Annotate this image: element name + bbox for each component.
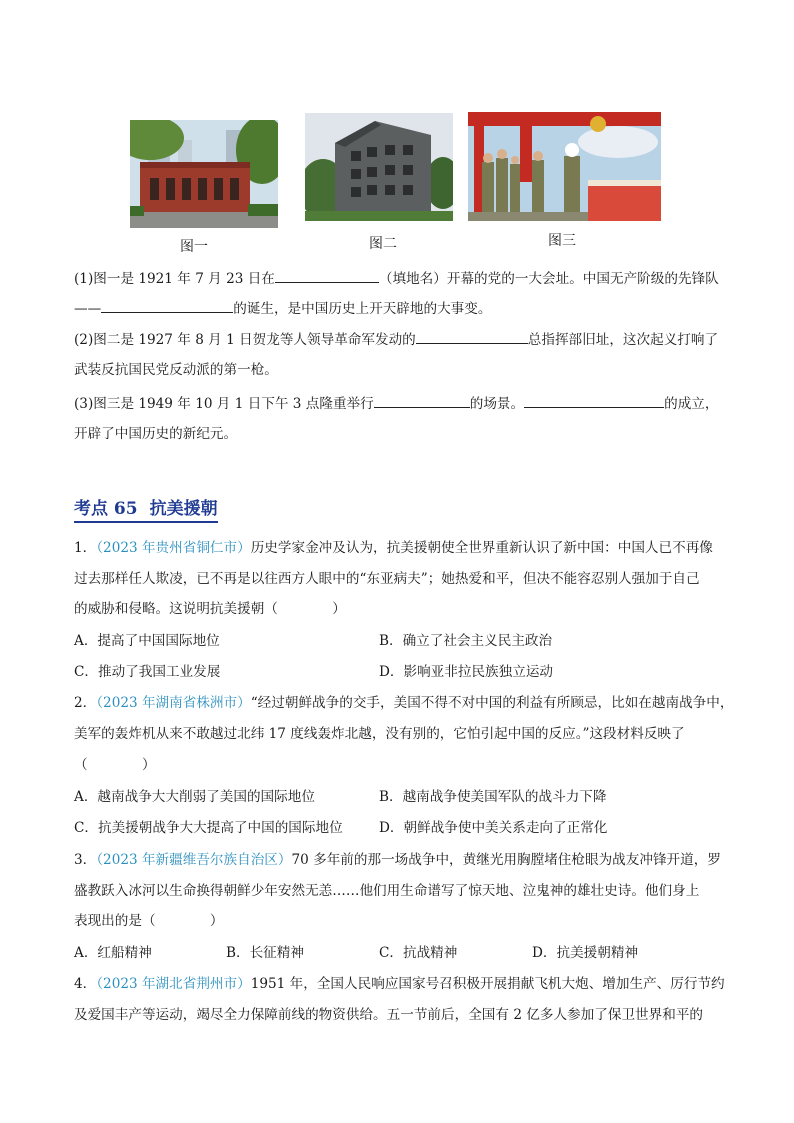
q1-option-b[interactable]: B．确立了社会主义民主政治 xyxy=(379,633,553,649)
blank-q1-place[interactable] xyxy=(275,268,379,283)
q1-option-c[interactable]: C．推动了我国工业发展 xyxy=(74,664,221,680)
intro-q3-line2: 开辟了中国历史的新纪元。 xyxy=(74,426,238,442)
q1-option-d[interactable]: D．影响亚非拉民族独立运动 xyxy=(379,664,554,680)
figure-3-caption: 图三 xyxy=(548,233,576,249)
q3-option-b[interactable]: B．长征精神 xyxy=(226,945,304,961)
section-heading xyxy=(74,498,218,523)
intro-q2-line2: 武装反抗国民党反动派的第一枪。 xyxy=(74,362,278,378)
q1-source: （2023 年贵州省铜仁市） xyxy=(96,540,251,556)
blank-q2-uprising[interactable] xyxy=(416,329,528,344)
q2-option-c[interactable]: C．抗美援朝战争大大提高了中国的国际地位 xyxy=(74,820,343,836)
q2-option-d[interactable]: D．朝鲜战争使中美关系走向了正常化 xyxy=(379,820,608,836)
q2-line2: 美军的轰炸机从来不敢越过北纬 17 度线轰炸北越，没有别的，它怕引起中国的反应。”这段材料反映了 xyxy=(74,726,685,742)
q3-line2: 盛教跃入冰河以生命换得朝鲜少年安然无恙……他们用生命谱写了惊天地、泣鬼神的雄壮史诗。他们身上 xyxy=(74,883,700,899)
q4-line2: 及爱国丰产等运动，竭尽全力保障前线的物资供给。五一节前后，全国有 2 亿多人参加了保卫世界和平的 xyxy=(74,1007,704,1023)
figure-3-image xyxy=(468,112,661,221)
q2-option-a[interactable]: A．越南战争大大削弱了美国的国际地位 xyxy=(74,789,315,805)
q2-line1: 2．（2023 年湖南省株洲市）“经过朝鲜战争的交手，美国不得不对中国的利益有所顾忌，比如在越南战争中， xyxy=(74,695,734,711)
q1-option-a[interactable]: A．提高了中国国际地位 xyxy=(74,633,220,649)
q2-option-b[interactable]: B．越南战争使美国军队的战斗力下降 xyxy=(379,789,607,805)
intro-q1-line1: (1)图一是 1921 年 7 月 23 日在 （填地名）开幕的党的一大会址。中国无产阶级的先锋队 xyxy=(74,268,719,289)
q1-line1: 1．（2023 年贵州省铜仁市）历史学家金冲及认为，抗美援朝使全世界重新认识了新中国：中国人已不再像 xyxy=(74,540,713,556)
section-title: 抗美援朝 xyxy=(149,499,218,519)
q3-line3: 表现出的是（ ） xyxy=(74,913,224,929)
q4-source: （2023 年湖北省荆州市） xyxy=(96,976,251,992)
q2-source: （2023 年湖南省株洲市） xyxy=(96,695,251,711)
blank-q3-ceremony[interactable] xyxy=(374,393,470,408)
q4-line1: 4．（2023 年湖北省荆州市）1951 年，全国人民响应国家号召积极开展捐献飞机大炮、增加生产、厉行节约 xyxy=(74,976,725,992)
section-number: 考点 65 xyxy=(74,499,138,519)
q3-line1: 3．（2023 年新疆维吾尔族自治区）70 多年前的那一场战争中，黄继光用胸膛堵住枪眼为战友冲锋开道，罗 xyxy=(74,852,721,868)
figure-2-caption: 图二 xyxy=(369,236,397,252)
intro-q2-line1: (2)图二是 1927 年 8 月 1 日贺龙等人领导革命军发动的 总指挥部旧址，这次起义打响了 xyxy=(74,329,718,350)
q1-line3: 的威胁和侵略。这说明抗美援朝（ ） xyxy=(74,601,346,617)
q1-line2: 过去那样任人欺凌，已不再是以往西方人眼中的“东亚病夫”；她热爱和平，但决不能容忍别人强加于自己 xyxy=(74,571,700,587)
figure-1-image xyxy=(130,120,278,228)
q3-option-c[interactable]: C．抗战精神 xyxy=(379,945,458,961)
q3-option-d[interactable]: D．抗美援朝精神 xyxy=(532,945,639,961)
blank-q3-country[interactable] xyxy=(524,393,664,408)
intro-q3-line1: (3)图三是 1949 年 10 月 1 日下午 3 点隆重举行 的场景。 的成立， xyxy=(74,393,718,414)
intro-q1-line2: —— 的诞生，是中国历史上开天辟地的大事变。 xyxy=(74,298,491,319)
figure-2-image xyxy=(305,113,453,221)
figure-1-caption: 图一 xyxy=(180,239,208,255)
q2-line3: （ ） xyxy=(74,757,156,773)
q3-source: （2023 年新疆维吾尔族自治区） xyxy=(96,852,292,868)
blank-q1-party[interactable] xyxy=(101,298,233,313)
q3-option-a[interactable]: A．红船精神 xyxy=(74,945,152,961)
